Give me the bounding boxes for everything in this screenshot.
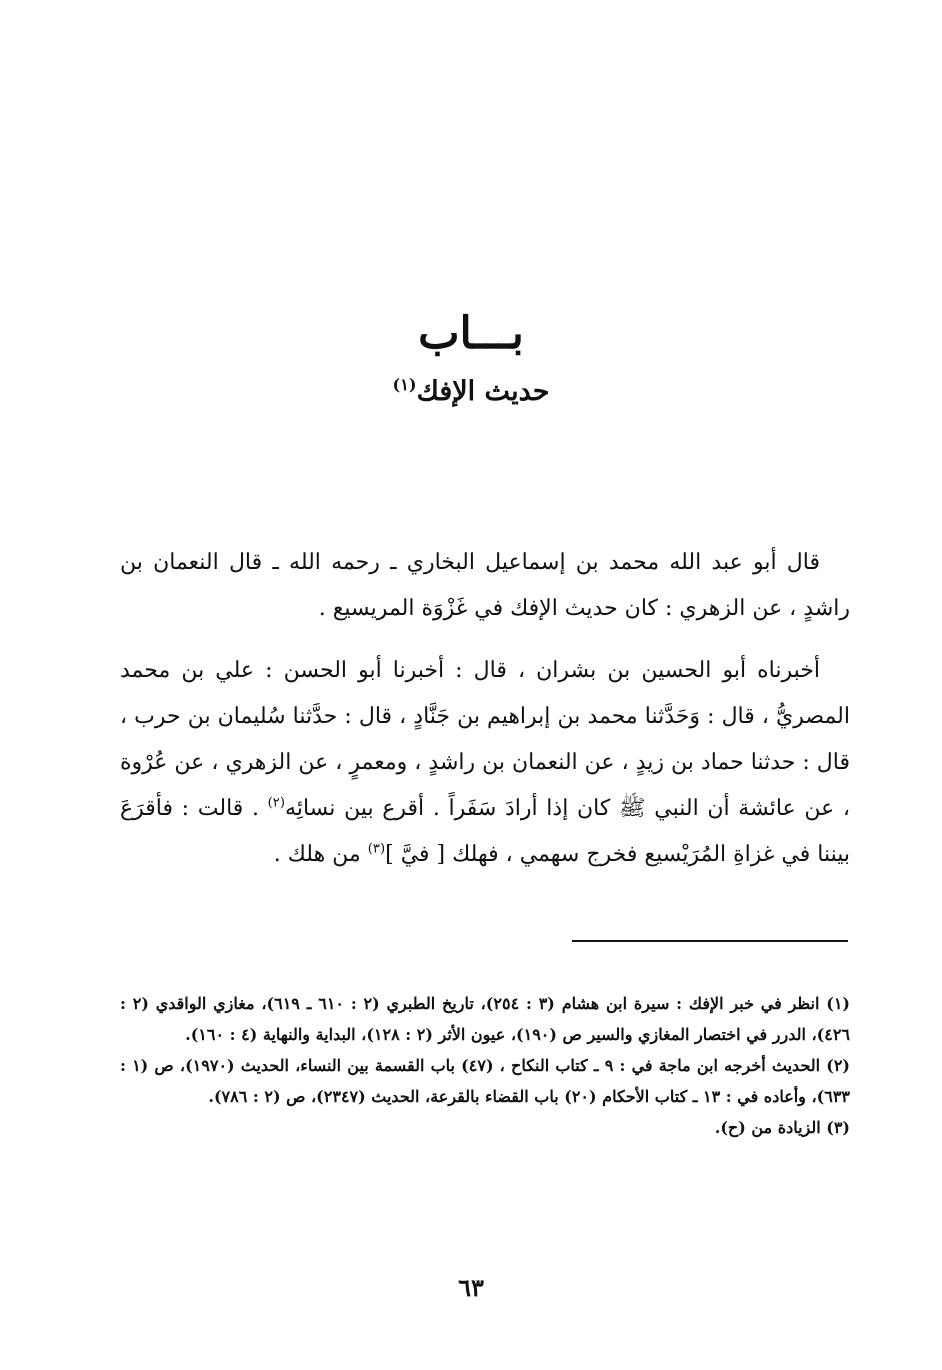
chapter-heading-text: بـــاب	[418, 308, 524, 359]
footnote-2: (٢) الحديث أخرجه ابن ماجة في : ٩ ـ كتاب النكاح ، (٤٧) باب القسمة بين النساء، الحديث (١٩٧٠)، ص (١ : ٦٣٣)، وأعاده في : ١٣ ـ كتاب الأحكام (٢٠) باب القضاء بالقرعة، الحديث (٢٣٤٧)، ص (٢ : ٧٨٦).	[120, 1056, 850, 1106]
paragraph-2	[120, 648, 850, 878]
paragraph-2-part-b: . قالت : فأقرَعَ بيننا في غزاةِ المُرَيْسيع فخرج سهمي ، فهلك [ فيَّ ]	[120, 796, 850, 867]
paragraph-1: قال أبو عبد الله محمد بن إسماعيل البخاري ـ رحمه الله ـ قال النعمان بن راشدٍ ، عن الزهري : كان حديث الإفك في غَزْوَة المريسيع .	[120, 550, 850, 621]
footnote-marker-2: (٢)	[267, 795, 286, 811]
section-title-text: حديث الإفك	[416, 376, 550, 407]
footnote-1: (١) انظر في خبر الإفك : سيرة ابن هشام (٣ : ٢٥٤)، تاريخ الطبري (٢ : ٦١٠ ـ ٦١٩)، مغازي الواقدي (٢ : ٤٢٦)، الدرر في اختصار المغازي والسير ص (١٩٠)، عيون الأثر (٢ : ١٢٨)، البداية والنهاية (٤ : ١٦٠).	[120, 994, 850, 1044]
page-number: ٦٣	[458, 1273, 484, 1302]
section-title	[0, 372, 942, 412]
footnote-marker-3: (٣)	[367, 841, 386, 857]
footnotes	[120, 988, 850, 1143]
footnote-3: (٣) الزيادة من (ح).	[714, 1118, 850, 1137]
paragraph-2-part-c: من هلك .	[273, 842, 368, 867]
main-text	[120, 540, 850, 878]
footnote-marker-1: (١)	[392, 375, 417, 394]
footnote-divider	[572, 940, 848, 942]
chapter-heading	[0, 306, 942, 362]
paragraph-2-part-a: أخبرناه أبو الحسين بن بشران ، قال : أخبرنا أبو الحسن : علي بن محمد المصريُّ ، قال : وَحَدَّثنا محمد بن إبراهيم بن جَنَّادٍ ، قال : حدَّثنا سُليمان بن حرب ، قال : حدثنا حماد بن زيدٍ ، عن النعمان بن راشدٍ ، ومعمرٍ ، عن الزهري ، عن عُرْوة ، عن عائشة أن النبي ﷺ كان إذا أرادَ سَفَراً . أقرع بين نسائِه	[120, 658, 851, 821]
